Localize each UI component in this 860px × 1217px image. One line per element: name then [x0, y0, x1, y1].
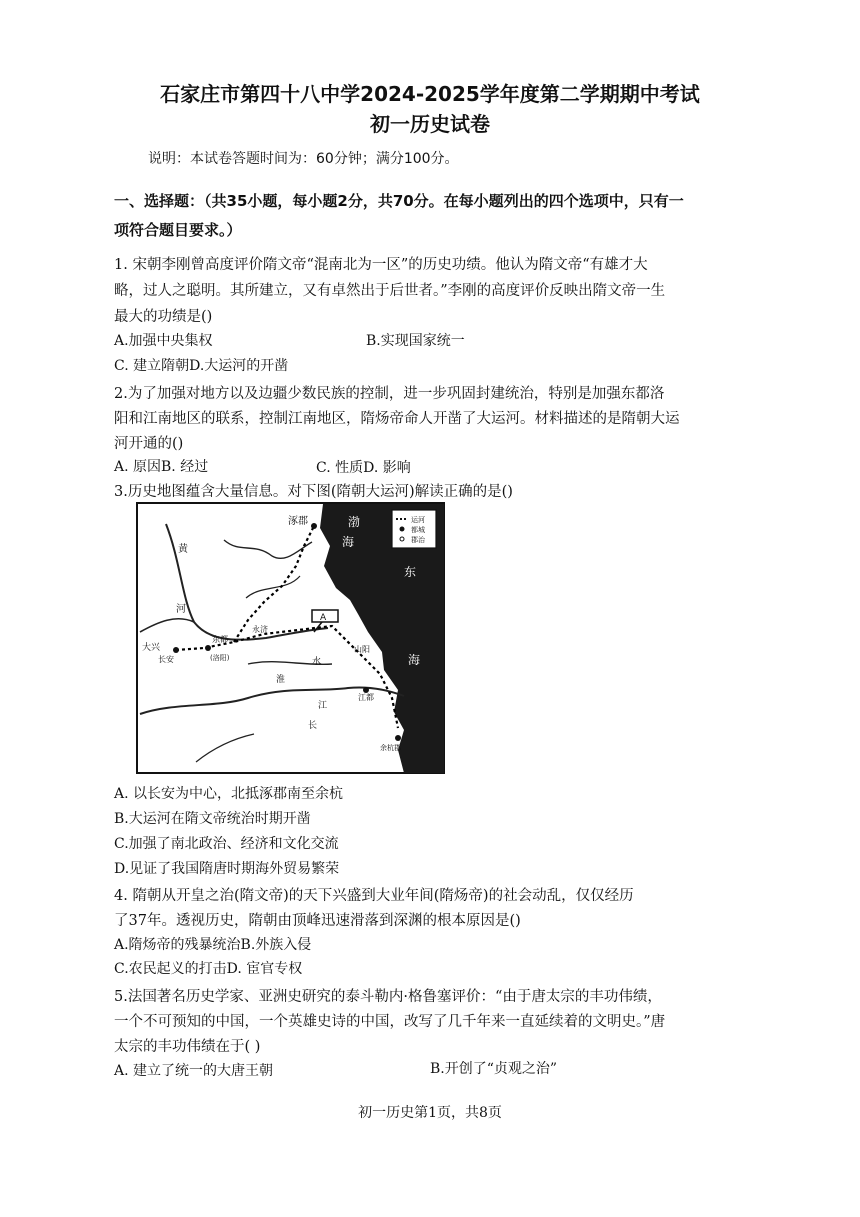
- question-1-line: 1. 宋朝李刚曾高度评价隋文帝“混南北为一区”的历史功绩。他认为隋文帝“有雄才大: [114, 257, 648, 273]
- label-yuhang: 余杭郡: [380, 744, 401, 752]
- label-river: 河: [176, 604, 186, 615]
- label-jiang: 江: [318, 701, 328, 711]
- label-shanyang: 山阳: [354, 645, 370, 654]
- question-5-option-b[interactable]: B.开创了“贞观之治”: [430, 1061, 558, 1077]
- question-4-line: 4. 隋朝从开皇之治(隋文帝)的天下兴盛到大业年间(隋炀帝)的社会动乱，仅仅经历: [114, 888, 634, 904]
- label-shui: 水: [312, 657, 322, 667]
- question-2-option-ab[interactable]: A. 原因B. 经过: [114, 459, 209, 475]
- label-hai: 海: [342, 535, 355, 549]
- question-4-option-ab[interactable]: A.隋炀帝的残暴统治B.外族入侵: [114, 937, 312, 953]
- legend-capital: 都城: [411, 526, 425, 534]
- question-5-line: 一个不可预知的中国，一个英雄史诗的中国，改写了几千年来一直延续着的文明史。”唐: [114, 1014, 666, 1030]
- changan-city-marker: [173, 647, 179, 653]
- exam-subtitle: 初一历史试卷: [370, 112, 490, 136]
- question-3-option-a[interactable]: A. 以长安为中心，北抵涿郡南至余杭: [114, 786, 344, 802]
- question-2-line: 阳和江南地区的联系，控制江南地区，隋炀帝命人开凿了大运河。材料描述的是隋朝大运: [114, 411, 680, 427]
- label-bo: 渤: [348, 515, 361, 529]
- question-3-line: 3.历史地图蕴含大量信息。对下图(隋朝大运河)解读正确的是(): [114, 484, 513, 500]
- exam-title: 石家庄市第四十八中学2024-2025学年度第二学期期中考试: [160, 82, 700, 106]
- label-jiangdu: 江都: [358, 693, 374, 702]
- section-heading: 一、选择题：（共35小题，每小题2分，共70分。在每小题列出的四个选项中，只有一: [114, 192, 684, 210]
- label-east: 东: [404, 565, 417, 579]
- question-1-line: 最大的功绩是(): [114, 309, 213, 325]
- label-zhuojun: 涿郡: [288, 516, 308, 527]
- question-5-line: 太宗的丰功伟绩在于( ): [114, 1039, 261, 1055]
- label-yongji: 永济: [252, 625, 268, 634]
- yuhang-city-marker: [395, 735, 401, 741]
- label-chang: 长: [308, 721, 318, 731]
- page-footer: 初一历史第1页，共8页: [358, 1105, 502, 1121]
- question-4-line: 了37年。透视历史，隋朝由顶峰迅速滑落到深渊的根本原因是(): [114, 913, 521, 929]
- question-2-line: 河开通的(): [114, 436, 184, 452]
- question-1-option-a[interactable]: A.加强中央集权: [114, 333, 213, 349]
- question-1-option-cd[interactable]: C. 建立隋朝D.大运河的开凿: [114, 358, 289, 374]
- section-heading-cont: 项符合题目要求。）: [114, 221, 242, 239]
- question-5-line: 5.法国著名历史学家、亚洲史研究的泰斗勒内·格鲁塞评价：“由于唐太宗的丰功伟绩，: [114, 989, 662, 1005]
- map-graphic: [136, 502, 445, 774]
- label-marker-a: A: [320, 613, 327, 623]
- label-east-sea: 海: [408, 653, 421, 667]
- question-2-option-cd[interactable]: C. 性质D. 影响: [316, 460, 411, 476]
- luoyang-city-marker: [205, 645, 211, 651]
- question-4-option-cd[interactable]: C.农民起义的打击D. 宦官专权: [114, 961, 303, 977]
- grand-canal-map: [136, 502, 445, 774]
- zhuojun-city-marker: [311, 523, 317, 529]
- label-huai: 淮: [276, 675, 286, 685]
- exam-note: 说明：本试卷答题时间为：60分钟；满分100分。: [148, 151, 459, 167]
- label-luoyang: (洛阳): [210, 654, 230, 662]
- question-5-option-a[interactable]: A. 建立了统一的大唐王朝: [114, 1063, 274, 1079]
- label-changan: 长安: [158, 655, 174, 664]
- question-3-option-d[interactable]: D.见证了我国隋唐时期海外贸易繁荣: [114, 861, 340, 877]
- question-3-option-b[interactable]: B.大运河在隋文帝统治时期开凿: [114, 811, 311, 827]
- question-3-option-c[interactable]: C.加强了南北政治、经济和文化交流: [114, 836, 339, 852]
- question-2-line: 2.为了加强对地方以及边疆少数民族的控制，进一步巩固封建统治，特别是加强东都洛: [114, 386, 665, 402]
- question-1-option-b[interactable]: B.实现国家统一: [366, 333, 465, 349]
- legend-canal: 运河: [411, 516, 425, 524]
- question-1-line: 略，过人之聪明。其所建立，又有卓然出于后世者。”李刚的高度评价反映出隋文帝一生: [114, 283, 666, 299]
- label-daxing: 大兴: [142, 643, 161, 653]
- legend-prefecture: 郡治: [411, 536, 425, 544]
- label-yellow: 黄: [178, 544, 188, 555]
- label-dongdu: 东都: [212, 635, 228, 644]
